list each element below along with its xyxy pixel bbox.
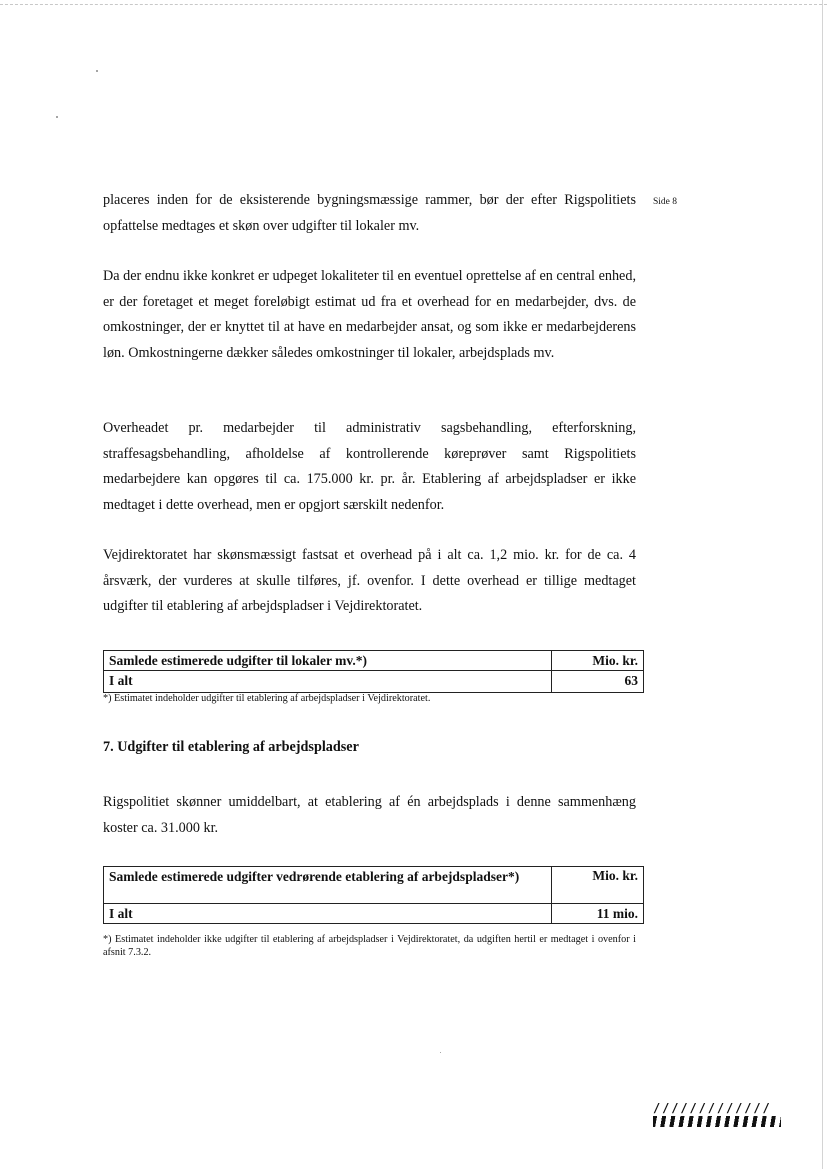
table-header-row <box>104 651 644 671</box>
table-footnote: *) Estimatet indeholder udgifter til etablering af arbejdspladser i Vejdirektoratet. <box>103 693 431 704</box>
scan-top-border <box>0 4 827 5</box>
page-stamp <box>653 1102 781 1127</box>
table-total-row <box>104 671 644 693</box>
stamp-barcode <box>653 1116 781 1127</box>
stamp-marks: ///////////// <box>653 1101 772 1115</box>
table-header-label: Samlede estimerede udgifter til lokaler mv.*) <box>104 651 552 671</box>
table-header-label: Samlede estimerede udgifter vedrørende etablering af arbejdspladser*) <box>104 867 552 904</box>
body-paragraph: placeres inden for de eksisterende bygningsmæssige rammer, bør der efter Rigspolitiets opfattelse medtages et skøn over udgifter til lokaler mv. <box>103 192 636 234</box>
scan-speck <box>440 1052 441 1053</box>
body-paragraph: Vejdirektoratet har skønsmæssigt fastsat et overhead på i alt ca. 1,2 mio. kr. for de ca. 4 årsværk, der vurderes at skulle tilføres, jf. ovenfor. I dette overhead er tillige medtaget udgifter til etablering af arbejdspladser i Vejdirektoratet. <box>103 547 636 615</box>
table-total-value: 11 mio. <box>552 904 644 924</box>
table-total-label: I alt <box>104 671 552 693</box>
table-total-label: I alt <box>104 904 552 924</box>
table-total-value: 63 <box>552 671 644 693</box>
body-paragraph: Da der endnu ikke konkret er udpeget lokaliteter til en eventuel oprettelse af en central enhed, er der foretaget et meget foreløbigt estimat ud fra et overhead for en medarbejder, dvs. de omkostninger, der er knyttet til at have en medarbejder ansat, og som ikke er medarbejderens løn. Omkostningerne dækker således omkostninger til lokaler, arbejdsplads mv. <box>103 268 636 362</box>
premises-cost-table <box>103 650 644 693</box>
body-paragraph: Overheadet pr. medarbejder til administrativ sagsbehandling, efterforskning, straffesagsbehandling, afholdelse af kontrollerende køreprøver samt Rigspolitiets medarbejdere kan opgøres til ca. 175.000 kr. pr. år. Etablering af arbejdspladser er ikke medtaget i dette overhead, men er opgjort særskilt nedenfor. <box>103 420 636 514</box>
body-paragraph: Rigspolitiet skønner umiddelbart, at etablering af én arbejdsplads i denne sammenhæng koster ca. 31.000 kr. <box>103 794 636 836</box>
table-header-unit: Mio. kr. <box>552 867 644 904</box>
table-total-row <box>104 904 644 924</box>
table-footnote: *) Estimatet indeholder ikke udgifter til etablering af arbejdspladser i Vejdirektoratet, da udgiften hertil er medtaget i ovenfor i afsnit 7.3.2. <box>103 934 636 958</box>
section-heading: 7. Udgifter til etablering af arbejdspladser <box>103 739 359 755</box>
table-header-row <box>104 867 644 904</box>
scan-speck <box>96 70 98 72</box>
scan-speck <box>56 116 58 118</box>
scan-right-edge <box>822 0 823 1169</box>
table-header-unit: Mio. kr. <box>552 651 644 671</box>
page-number: Side 8 <box>653 197 678 207</box>
workplace-cost-table <box>103 866 644 924</box>
